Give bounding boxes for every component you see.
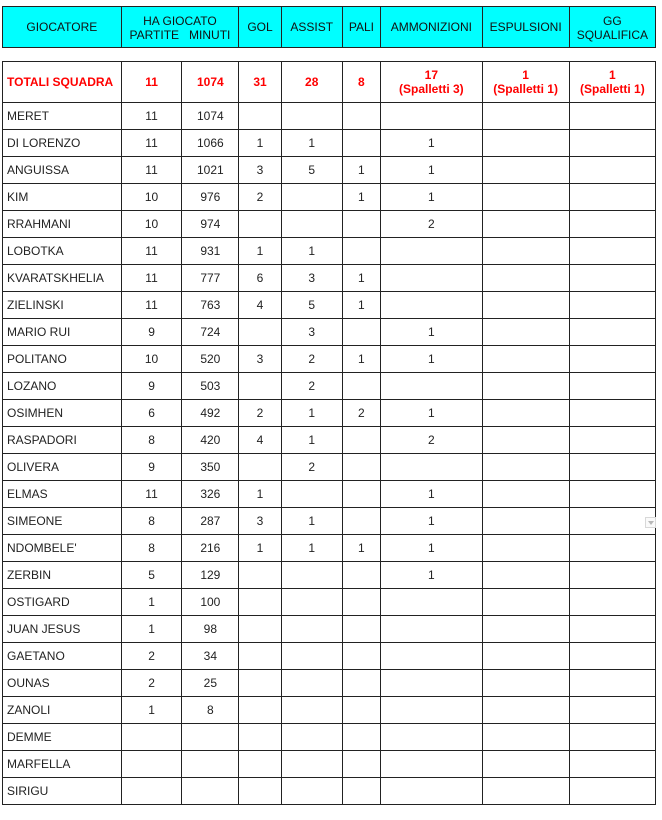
player-sq-cell — [569, 265, 655, 292]
player-partite-cell: 2 — [121, 670, 182, 697]
player-pali-cell: 1 — [342, 292, 381, 319]
player-amm-cell: 1 — [381, 562, 482, 589]
player-gol-cell: 1 — [239, 481, 282, 508]
table-row — [3, 508, 656, 535]
player-pali-cell: 1 — [342, 265, 381, 292]
player-gol-cell: 4 — [239, 427, 282, 454]
header-gg-line1: GG — [603, 14, 622, 28]
player-pali-cell — [342, 562, 381, 589]
player-sq-cell — [569, 400, 655, 427]
player-sq-cell — [569, 211, 655, 238]
player-assist-cell — [281, 589, 342, 616]
table-row — [3, 103, 656, 130]
totals-squalifica-value: 1 — [609, 68, 616, 82]
player-name-cell: MERET — [3, 103, 122, 130]
player-esp-cell — [482, 238, 569, 265]
table-row — [3, 589, 656, 616]
player-sq-cell — [569, 697, 655, 724]
table-row — [3, 319, 656, 346]
totals-gol: 31 — [239, 62, 282, 103]
table-row — [3, 778, 656, 805]
player-pali-cell — [342, 589, 381, 616]
header-ammonizioni: AMMONIZIONI — [381, 7, 482, 48]
player-gol-cell: 6 — [239, 265, 282, 292]
totals-espulsioni-value: 1 — [522, 68, 529, 82]
player-amm-cell — [381, 724, 482, 751]
player-minuti-cell: 420 — [182, 427, 239, 454]
player-sq-cell — [569, 751, 655, 778]
player-gol-cell — [239, 670, 282, 697]
player-assist-cell — [281, 184, 342, 211]
player-amm-cell — [381, 292, 482, 319]
player-name-cell: POLITANO — [3, 346, 122, 373]
player-sq-cell — [569, 157, 655, 184]
totals-espulsioni-note: (Spalletti 1) — [493, 82, 558, 96]
table-row — [3, 373, 656, 400]
totals-row — [3, 62, 656, 103]
header-ha-giocato-line1: HA GIOCATO — [143, 14, 217, 28]
player-assist-cell: 3 — [281, 265, 342, 292]
totals-ammonizioni — [381, 62, 482, 103]
player-assist-cell: 2 — [281, 454, 342, 481]
player-pali-cell: 1 — [342, 535, 381, 562]
player-sq-cell — [569, 670, 655, 697]
player-partite-cell: 8 — [121, 508, 182, 535]
player-gol-cell — [239, 562, 282, 589]
player-esp-cell — [482, 670, 569, 697]
player-pali-cell: 1 — [342, 184, 381, 211]
player-pali-cell — [342, 778, 381, 805]
player-amm-cell — [381, 454, 482, 481]
player-minuti-cell: 1021 — [182, 157, 239, 184]
player-gol-cell: 1 — [239, 535, 282, 562]
player-amm-cell: 2 — [381, 211, 482, 238]
player-esp-cell — [482, 346, 569, 373]
player-partite-cell: 11 — [121, 103, 182, 130]
player-assist-cell: 1 — [281, 508, 342, 535]
player-sq-cell — [569, 724, 655, 751]
table-row — [3, 211, 656, 238]
player-name-cell: SIMEONE — [3, 508, 122, 535]
player-esp-cell — [482, 184, 569, 211]
player-pali-cell — [342, 319, 381, 346]
player-esp-cell — [482, 211, 569, 238]
table-row — [3, 724, 656, 751]
player-esp-cell — [482, 319, 569, 346]
player-amm-cell — [381, 643, 482, 670]
player-gol-cell — [239, 373, 282, 400]
player-gol-cell: 2 — [239, 184, 282, 211]
player-pali-cell — [342, 616, 381, 643]
player-partite-cell: 11 — [121, 238, 182, 265]
header-gg-line2: SQUALIFICA — [576, 28, 649, 42]
player-partite-cell: 9 — [121, 454, 182, 481]
player-esp-cell — [482, 724, 569, 751]
player-gol-cell — [239, 751, 282, 778]
player-amm-cell: 2 — [381, 427, 482, 454]
player-esp-cell — [482, 535, 569, 562]
player-esp-cell — [482, 130, 569, 157]
player-gol-cell: 4 — [239, 292, 282, 319]
player-minuti-cell — [182, 751, 239, 778]
player-assist-cell: 1 — [281, 238, 342, 265]
player-pali-cell — [342, 103, 381, 130]
player-amm-cell: 1 — [381, 481, 482, 508]
player-esp-cell — [482, 427, 569, 454]
player-partite-cell: 1 — [121, 589, 182, 616]
players-body — [3, 103, 656, 805]
totals-assist: 28 — [281, 62, 342, 103]
player-partite-cell: 11 — [121, 265, 182, 292]
player-amm-cell: 1 — [381, 184, 482, 211]
player-partite-cell: 1 — [121, 616, 182, 643]
player-pali-cell — [342, 670, 381, 697]
player-partite-cell: 11 — [121, 292, 182, 319]
totals-partite: 11 — [121, 62, 182, 103]
player-partite-cell: 11 — [121, 157, 182, 184]
totals-espulsioni — [482, 62, 569, 103]
player-esp-cell — [482, 751, 569, 778]
totals-squalifica — [569, 62, 655, 103]
player-sq-cell — [569, 130, 655, 157]
player-name-cell: LOZANO — [3, 373, 122, 400]
player-minuti-cell: 974 — [182, 211, 239, 238]
player-sq-cell — [569, 508, 655, 535]
player-sq-cell — [569, 103, 655, 130]
table-row — [3, 427, 656, 454]
player-partite-cell: 8 — [121, 427, 182, 454]
player-partite-cell: 9 — [121, 319, 182, 346]
player-amm-cell — [381, 265, 482, 292]
player-amm-cell — [381, 103, 482, 130]
player-esp-cell — [482, 643, 569, 670]
player-pali-cell — [342, 427, 381, 454]
player-esp-cell — [482, 481, 569, 508]
player-name-cell: MARFELLA — [3, 751, 122, 778]
player-sq-cell — [569, 319, 655, 346]
player-esp-cell — [482, 778, 569, 805]
player-sq-cell — [569, 346, 655, 373]
player-sq-cell — [569, 427, 655, 454]
player-esp-cell — [482, 292, 569, 319]
header-pali: PALI — [342, 7, 381, 48]
table-row — [3, 616, 656, 643]
player-partite-cell: 11 — [121, 481, 182, 508]
player-pali-cell — [342, 751, 381, 778]
table-row — [3, 670, 656, 697]
player-assist-cell: 1 — [281, 400, 342, 427]
table-row — [3, 157, 656, 184]
player-name-cell: OLIVERA — [3, 454, 122, 481]
player-esp-cell — [482, 265, 569, 292]
player-partite-cell: 9 — [121, 373, 182, 400]
player-minuti-cell: 976 — [182, 184, 239, 211]
player-sq-cell — [569, 481, 655, 508]
player-minuti-cell: 287 — [182, 508, 239, 535]
player-assist-cell — [281, 751, 342, 778]
player-minuti-cell — [182, 778, 239, 805]
player-sq-cell — [569, 454, 655, 481]
table-row — [3, 292, 656, 319]
player-name-cell: OSIMHEN — [3, 400, 122, 427]
player-sq-cell — [569, 238, 655, 265]
player-gol-cell — [239, 454, 282, 481]
player-partite-cell — [121, 724, 182, 751]
player-assist-cell — [281, 103, 342, 130]
table-row — [3, 481, 656, 508]
player-assist-cell — [281, 697, 342, 724]
player-name-cell: DEMME — [3, 724, 122, 751]
header-gg-squalifica — [569, 7, 655, 48]
player-gol-cell — [239, 724, 282, 751]
player-esp-cell — [482, 697, 569, 724]
player-assist-cell: 1 — [281, 535, 342, 562]
player-partite-cell: 2 — [121, 643, 182, 670]
player-minuti-cell: 724 — [182, 319, 239, 346]
player-assist-cell: 3 — [281, 319, 342, 346]
player-minuti-cell: 492 — [182, 400, 239, 427]
player-gol-cell — [239, 697, 282, 724]
table-row — [3, 346, 656, 373]
player-name-cell: ELMAS — [3, 481, 122, 508]
player-name-cell: OUNAS — [3, 670, 122, 697]
player-esp-cell — [482, 103, 569, 130]
player-assist-cell — [281, 211, 342, 238]
player-sq-cell — [569, 562, 655, 589]
player-sq-cell — [569, 643, 655, 670]
player-gol-cell — [239, 319, 282, 346]
player-pali-cell — [342, 238, 381, 265]
player-sq-cell — [569, 535, 655, 562]
header-espulsioni: ESPULSIONI — [482, 7, 569, 48]
totals-ammonizioni-note: (Spalletti 3) — [399, 82, 464, 96]
player-amm-cell — [381, 697, 482, 724]
header-ha-giocato — [121, 7, 239, 48]
player-gol-cell — [239, 643, 282, 670]
player-partite-cell: 11 — [121, 130, 182, 157]
player-pali-cell — [342, 481, 381, 508]
table-row — [3, 535, 656, 562]
player-gol-cell — [239, 616, 282, 643]
player-assist-cell — [281, 616, 342, 643]
player-minuti-cell: 520 — [182, 346, 239, 373]
player-amm-cell — [381, 373, 482, 400]
player-assist-cell: 1 — [281, 427, 342, 454]
player-esp-cell — [482, 562, 569, 589]
player-esp-cell — [482, 157, 569, 184]
player-name-cell: RRAHMANI — [3, 211, 122, 238]
chevron-down-icon[interactable] — [645, 517, 656, 528]
player-minuti-cell: 1066 — [182, 130, 239, 157]
player-minuti-cell: 98 — [182, 616, 239, 643]
header-assist: ASSIST — [281, 7, 342, 48]
player-name-cell: RASPADORI — [3, 427, 122, 454]
player-assist-cell: 2 — [281, 373, 342, 400]
player-amm-cell: 1 — [381, 319, 482, 346]
player-gol-cell — [239, 103, 282, 130]
table-row — [3, 400, 656, 427]
player-esp-cell — [482, 400, 569, 427]
player-minuti-cell: 129 — [182, 562, 239, 589]
player-minuti-cell: 763 — [182, 292, 239, 319]
player-name-cell: ZIELINSKI — [3, 292, 122, 319]
player-amm-cell — [381, 589, 482, 616]
player-gol-cell — [239, 778, 282, 805]
player-partite-cell — [121, 751, 182, 778]
player-esp-cell — [482, 373, 569, 400]
player-name-cell: ZANOLI — [3, 697, 122, 724]
player-assist-cell: 2 — [281, 346, 342, 373]
player-pali-cell — [342, 373, 381, 400]
player-name-cell: SIRIGU — [3, 778, 122, 805]
player-amm-cell — [381, 670, 482, 697]
player-minuti-cell: 503 — [182, 373, 239, 400]
player-assist-cell: 5 — [281, 292, 342, 319]
player-minuti-cell: 25 — [182, 670, 239, 697]
player-esp-cell — [482, 508, 569, 535]
player-name-cell: OSTIGARD — [3, 589, 122, 616]
player-pali-cell: 1 — [342, 346, 381, 373]
table-row — [3, 454, 656, 481]
player-sq-cell — [569, 778, 655, 805]
player-name-cell: JUAN JESUS — [3, 616, 122, 643]
player-esp-cell — [482, 454, 569, 481]
player-amm-cell — [381, 616, 482, 643]
player-pali-cell — [342, 454, 381, 481]
player-minuti-cell: 100 — [182, 589, 239, 616]
player-amm-cell — [381, 778, 482, 805]
player-partite-cell: 10 — [121, 346, 182, 373]
player-esp-cell — [482, 589, 569, 616]
player-gol-cell — [239, 589, 282, 616]
player-sq-cell — [569, 373, 655, 400]
player-amm-cell — [381, 751, 482, 778]
player-assist-cell — [281, 562, 342, 589]
player-pali-cell — [342, 211, 381, 238]
player-partite-cell: 6 — [121, 400, 182, 427]
player-gol-cell: 3 — [239, 508, 282, 535]
player-minuti-cell — [182, 724, 239, 751]
player-name-cell: LOBOTKA — [3, 238, 122, 265]
totals-ammonizioni-value: 17 — [424, 68, 439, 82]
players-table — [2, 102, 656, 805]
header-gol: GOL — [239, 7, 282, 48]
player-assist-cell: 1 — [281, 130, 342, 157]
player-minuti-cell: 1074 — [182, 103, 239, 130]
player-amm-cell: 1 — [381, 346, 482, 373]
player-partite-cell: 10 — [121, 211, 182, 238]
header-ha-giocato-line2: PARTITE MINUTI — [129, 28, 231, 42]
player-partite-cell: 8 — [121, 535, 182, 562]
player-pali-cell — [342, 130, 381, 157]
player-amm-cell: 1 — [381, 508, 482, 535]
table-row — [3, 265, 656, 292]
player-sq-cell — [569, 589, 655, 616]
header-table — [2, 6, 656, 48]
player-assist-cell — [281, 643, 342, 670]
player-amm-cell: 1 — [381, 535, 482, 562]
player-assist-cell — [281, 481, 342, 508]
player-name-cell: NDOMBELE' — [3, 535, 122, 562]
player-minuti-cell: 350 — [182, 454, 239, 481]
player-assist-cell — [281, 778, 342, 805]
player-minuti-cell: 931 — [182, 238, 239, 265]
player-sq-cell — [569, 184, 655, 211]
table-row — [3, 238, 656, 265]
table-row — [3, 697, 656, 724]
player-sq-cell — [569, 616, 655, 643]
table-row — [3, 751, 656, 778]
player-name-cell: ANGUISSA — [3, 157, 122, 184]
totals-label: TOTALI SQUADRA — [3, 62, 122, 103]
player-amm-cell — [381, 238, 482, 265]
player-assist-cell — [281, 670, 342, 697]
player-gol-cell: 1 — [239, 130, 282, 157]
player-minuti-cell: 8 — [182, 697, 239, 724]
player-name-cell: ZERBIN — [3, 562, 122, 589]
table-row — [3, 562, 656, 589]
header-giocatore: GIOCATORE — [3, 7, 122, 48]
table-row — [3, 184, 656, 211]
player-gol-cell — [239, 211, 282, 238]
player-minuti-cell: 34 — [182, 643, 239, 670]
player-amm-cell: 1 — [381, 130, 482, 157]
player-gol-cell: 2 — [239, 400, 282, 427]
player-partite-cell: 5 — [121, 562, 182, 589]
player-minuti-cell: 216 — [182, 535, 239, 562]
table-row — [3, 643, 656, 670]
player-gol-cell: 1 — [239, 238, 282, 265]
player-pali-cell — [342, 697, 381, 724]
player-pali-cell: 2 — [342, 400, 381, 427]
player-name-cell: GAETANO — [3, 643, 122, 670]
player-amm-cell: 1 — [381, 400, 482, 427]
player-sq-cell — [569, 292, 655, 319]
player-name-cell: MARIO RUI — [3, 319, 122, 346]
header-row — [3, 7, 656, 48]
player-gol-cell: 3 — [239, 157, 282, 184]
table-row — [3, 130, 656, 157]
player-partite-cell: 10 — [121, 184, 182, 211]
player-name-cell: KVARATSKHELIA — [3, 265, 122, 292]
player-partite-cell — [121, 778, 182, 805]
player-assist-cell — [281, 724, 342, 751]
totals-squalifica-note: (Spalletti 1) — [580, 82, 645, 96]
player-gol-cell: 3 — [239, 346, 282, 373]
player-name-cell: DI LORENZO — [3, 130, 122, 157]
player-pali-cell — [342, 724, 381, 751]
player-minuti-cell: 777 — [182, 265, 239, 292]
player-pali-cell — [342, 643, 381, 670]
player-assist-cell: 5 — [281, 157, 342, 184]
player-pali-cell — [342, 508, 381, 535]
player-amm-cell: 1 — [381, 157, 482, 184]
totals-minuti: 1074 — [182, 62, 239, 103]
player-minuti-cell: 326 — [182, 481, 239, 508]
player-esp-cell — [482, 616, 569, 643]
totals-pali: 8 — [342, 62, 381, 103]
player-name-cell: KIM — [3, 184, 122, 211]
player-pali-cell: 1 — [342, 157, 381, 184]
player-partite-cell: 1 — [121, 697, 182, 724]
totals-table — [2, 61, 656, 103]
